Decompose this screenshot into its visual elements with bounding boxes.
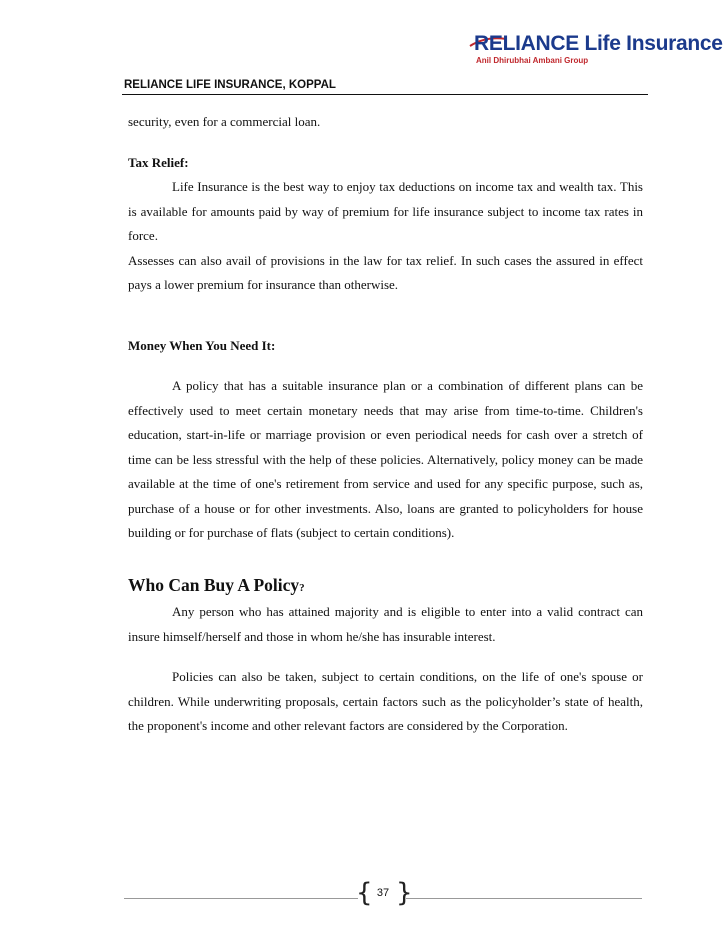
who-paragraph-2: Policies can also be taken, subject to certain conditions, on the life of one's spouse or children. While underwriting proposals, certain factors such as the policyholder’s state of health, the proponent's income and other relevant factors are considered by the Corporation. (128, 669, 643, 733)
left-brace-icon: { (356, 878, 373, 908)
page-number: 37 (376, 887, 390, 899)
who-heading (128, 573, 643, 601)
footer-rule-right (406, 898, 642, 899)
money-heading: Money When You Need It: (128, 337, 276, 353)
logo-subtitle: Anil Dhirubhai Ambani Group (476, 56, 589, 65)
tax-relief-paragraph-2: Assesses can also avail of provisions in the law for tax relief. In such cases the assured in effect pays a lower premium for insurance than otherwise. (128, 252, 643, 292)
who-heading-mark: ? (299, 581, 305, 594)
right-brace-icon: } (396, 878, 413, 908)
company-logo (474, 32, 723, 72)
who-heading-text: Who Can Buy A Policy (128, 574, 300, 595)
logo-tagline: Life Insurance (584, 32, 723, 55)
footer-rule-left (124, 898, 358, 899)
money-paragraph: A policy that has a suitable insurance plan or a combination of different plans can be effectively used to meet certain monetary needs that may arise from time-to-time. Children's education, start-in-life or marriage provision or even periodical needs for cash over a stretch of time can be less stressful with the help of these policies. Alternatively, policy money can be made available at the time of one's retirement from service and used for any specific purpose, such as, purchase of a house or for other investments. Also, loans are granted to policyholders for house building or for purchase of flats (subject to certain conditions). (128, 378, 643, 540)
who-paragraph-1: Any person who has attained majority and is eligible to enter into a valid contract can insure himself/herself and those in whom he/she has insurable interest. (128, 604, 643, 644)
page-body (128, 110, 643, 739)
page-footer (124, 880, 642, 910)
page-header-title: RELIANCE LIFE INSURANCE, KOPPAL (124, 79, 336, 91)
header-divider (122, 94, 648, 95)
logo-brand: RELIANCE (474, 32, 579, 55)
logo-wordmark (474, 32, 723, 56)
intro-text: security, even for a commercial loan. (128, 114, 321, 129)
tax-relief-paragraph-1: Life Insurance is the best way to enjoy tax deductions on income tax and wealth tax. This is available for amounts paid by way of premium for life insurance subject to income tax rates in force. (128, 179, 643, 243)
tax-relief-heading: Tax Relief: (128, 154, 189, 170)
